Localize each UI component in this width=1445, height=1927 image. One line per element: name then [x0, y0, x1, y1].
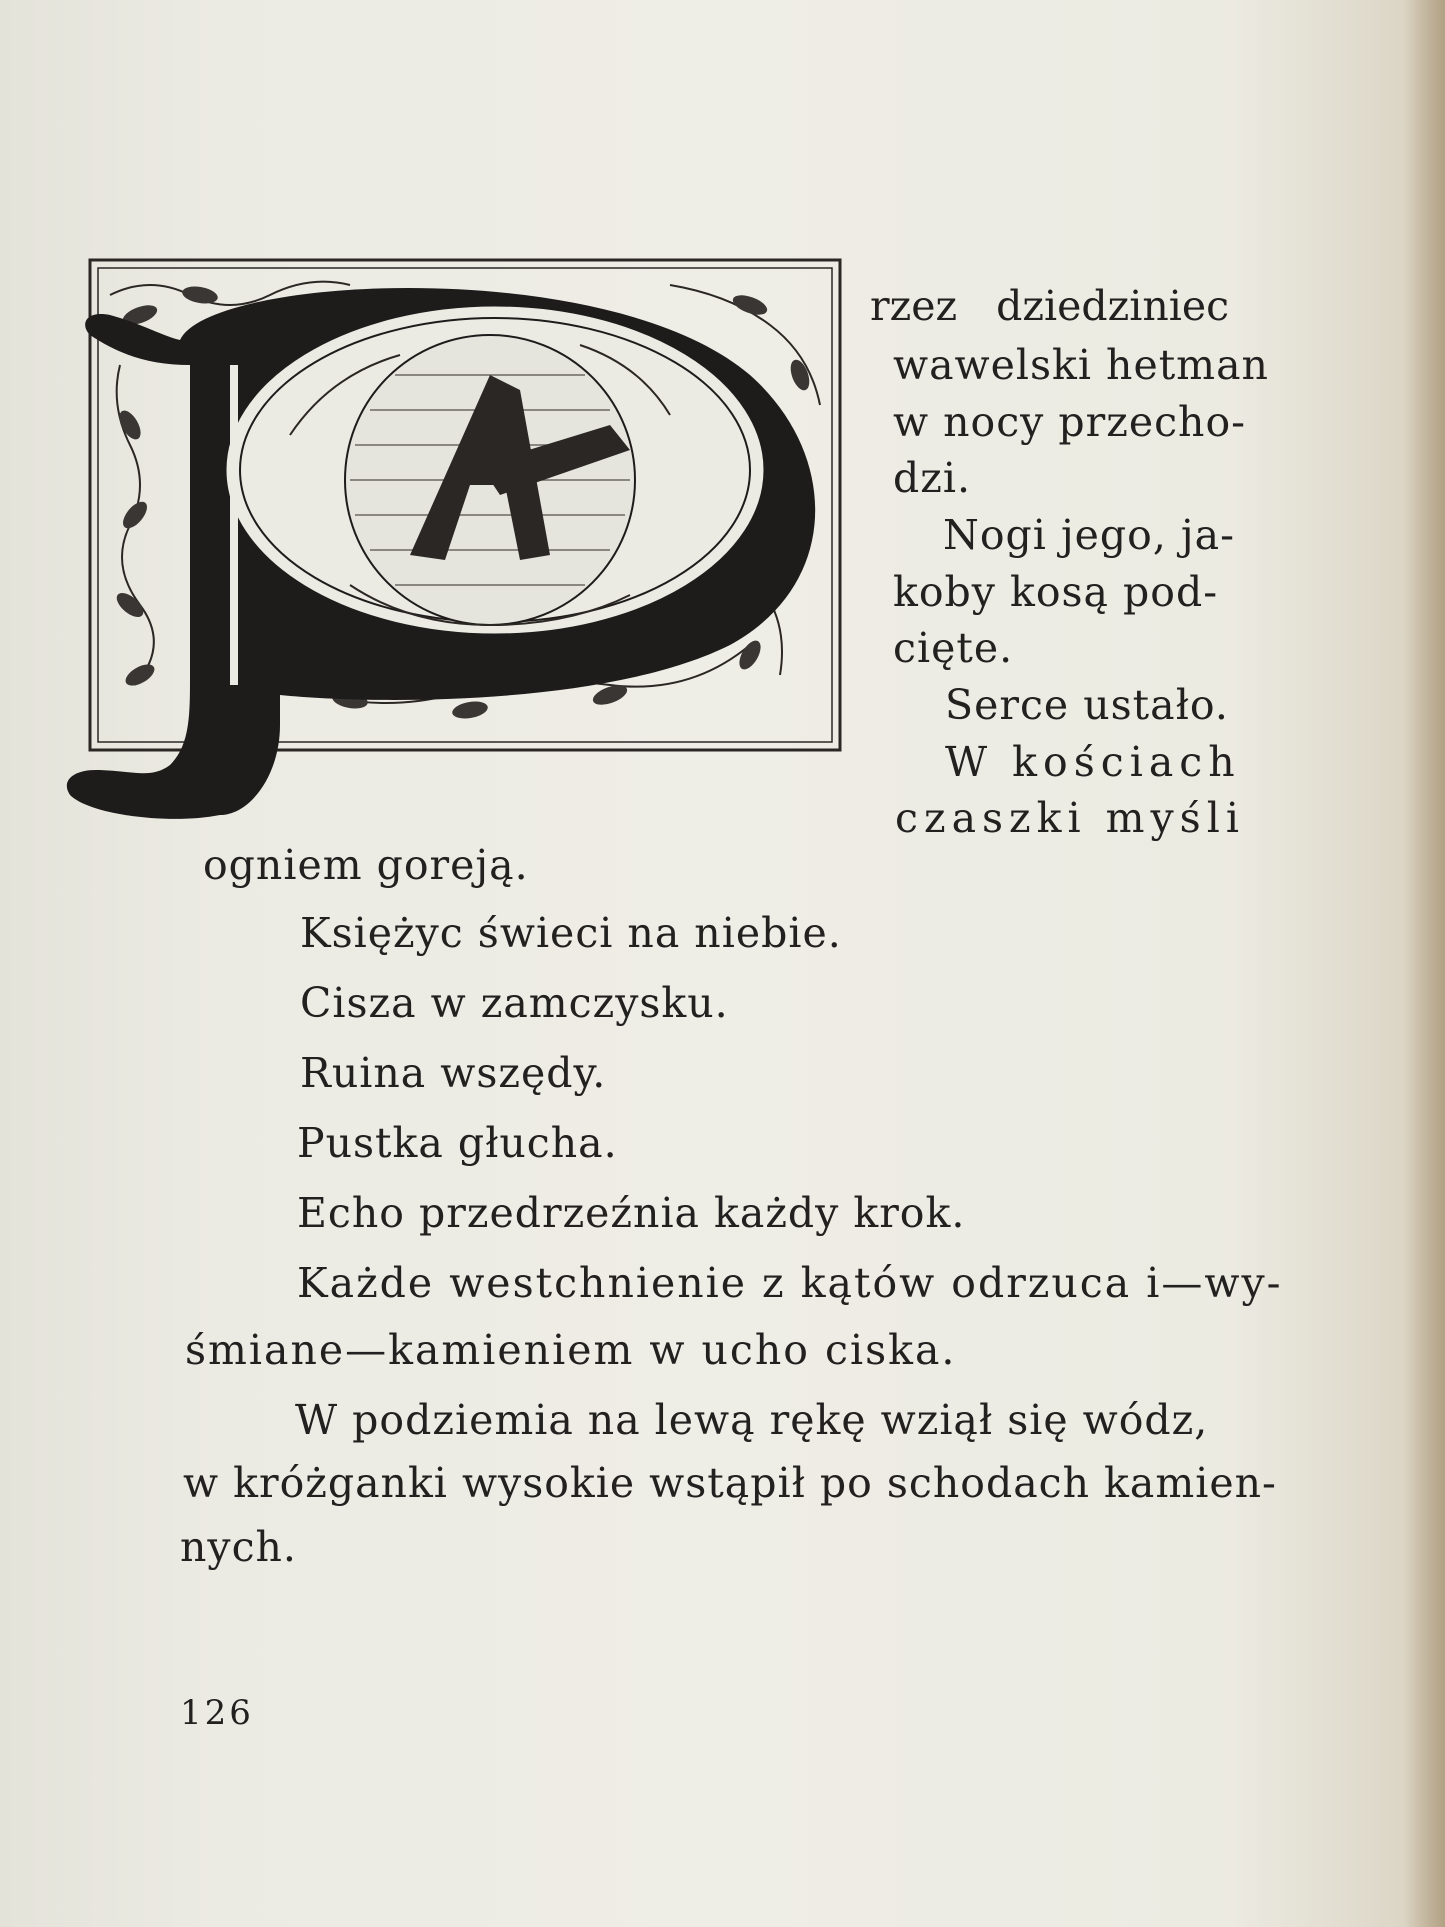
- text-line: [870, 282, 1230, 330]
- decorated-initial-p: [50, 255, 850, 835]
- text-line: nych.: [180, 1523, 297, 1571]
- text-line: Księżyc świeci na niebie.: [300, 909, 842, 957]
- text-line: w nocy przecho-: [893, 398, 1246, 446]
- page-number: 126: [180, 1693, 254, 1733]
- text-line: Ruina wszędy.: [300, 1049, 607, 1097]
- text-line-part: rzez dziedziniec: [870, 282, 1230, 330]
- text-line: cięte.: [893, 624, 1014, 672]
- text-line: wawelski hetman: [893, 341, 1269, 389]
- text-line: W podziemia na lewą rękę wziął się wódz,: [295, 1396, 1209, 1444]
- text-line: W kościach: [945, 738, 1241, 786]
- text-line: Każde westchnienie z kątów odrzuca i—wy-: [297, 1259, 1283, 1307]
- text-line: Cisza w zamczysku.: [300, 979, 729, 1027]
- page-edge-shadow: [1405, 0, 1445, 1927]
- text-line: ogniem goreją.: [203, 841, 529, 889]
- text-line: koby kosą pod-: [893, 568, 1219, 616]
- text-line: dzi.: [893, 454, 971, 502]
- text-line: w króżganki wysokie wstąpił po schodach kamien-: [183, 1459, 1277, 1507]
- text-line: śmiane—kamieniem w ucho ciska.: [185, 1326, 957, 1374]
- text-line: Echo przedrzeźnia każdy krok.: [297, 1189, 966, 1237]
- text-line: czaszki myśli: [895, 794, 1245, 842]
- text-line: Nogi jego, ja-: [943, 511, 1235, 559]
- text-line: Serce ustało.: [945, 681, 1229, 729]
- text-line: Pustka głucha.: [297, 1119, 618, 1167]
